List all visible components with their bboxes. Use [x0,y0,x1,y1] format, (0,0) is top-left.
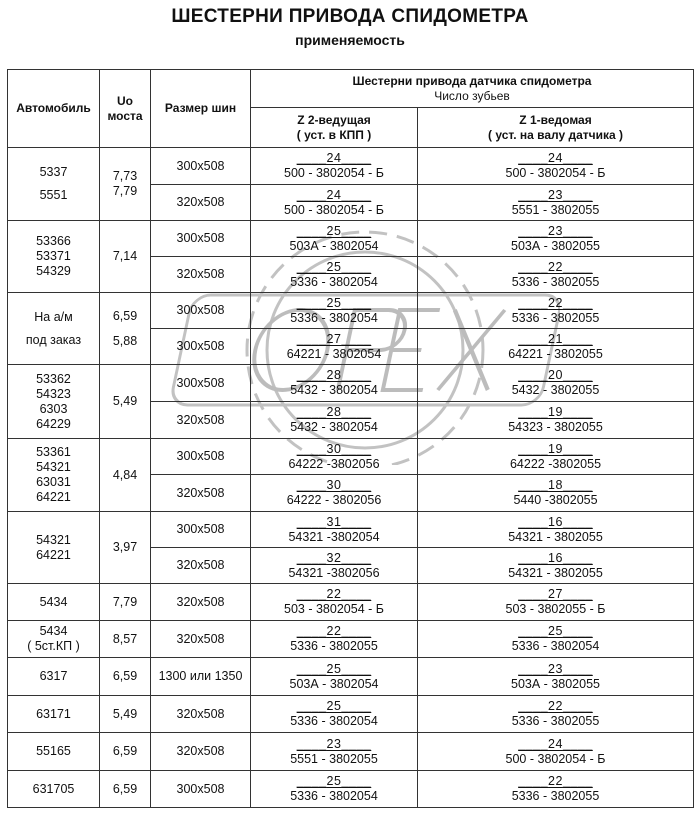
header-z1 [418,108,694,148]
cell-tire-size: 320x508 [151,257,251,293]
z2-teeth-count: ____ 24 ____ [251,188,417,203]
z2-teeth-count: ____ 30 ____ [251,442,417,457]
cell-car-models [8,733,100,771]
table-row [8,512,694,548]
cell-tire-size: 320x508 [151,475,251,512]
axle-ratio: 3,97 [112,540,138,554]
car-model: 64229 [36,416,71,431]
z1-teeth-count: ____ 23 ____ [418,188,693,203]
cell-car-models [8,365,100,439]
cell-car-models [8,512,100,584]
cell-z2-gear [251,185,418,221]
z2-teeth-count: ____ 22 ____ [251,587,417,602]
z2-teeth-count: ____ 25 ____ [251,260,417,275]
car-model: 63031 [36,475,71,489]
z1-teeth-count: ____ 16 ____ [418,515,693,530]
z1-part-number: 503А - 3802055 [511,238,600,253]
cell-z1-gear [418,365,694,402]
cell-axle-ratio [100,293,151,365]
z2-part-number: 5336 - 3802055 [290,639,378,653]
cell-z2-gear [251,329,418,365]
header-tire: Размер шин [151,70,251,148]
cell-z2-gear [251,512,418,548]
cell-z1-gear [418,584,694,621]
car-model: 54321 [36,460,71,474]
car-model: 5337 [39,165,68,179]
z1-part-number: 500 - 3802054 - Б [505,751,606,766]
cell-z1-gear [418,329,694,365]
cell-z1-gear [418,696,694,733]
z1-part-number: 5336 - 3802055 [511,789,600,803]
cell-car-models [8,658,100,696]
cell-z2-gear [251,257,418,293]
z2-teeth-count: ____ 23 ____ [251,737,417,752]
cell-car-models [8,293,100,365]
z2-part-number: 54321 -3802056 [288,565,380,580]
cell-z2-gear [251,696,418,733]
z2-part-number: 5336 - 3802054 [290,274,378,289]
z2-teeth-count: ____ 32 ____ [251,551,417,566]
cell-z1-gear [418,293,694,329]
cell-tire-size: 320x508 [151,584,251,621]
z1-part-number: 5336 - 3802055 [511,310,600,325]
car-model: 53362 [36,371,71,386]
axle-ratio: 5,49 [112,706,138,721]
cell-z1-gear [418,257,694,293]
cell-car-models [8,696,100,733]
axle-ratio: 6,59 [112,781,138,796]
cell-z2-gear [251,771,418,808]
cell-tire-size: 1300 или 1350 [151,658,251,696]
table-row [8,439,694,475]
z2-part-number: 54321 -3802054 [288,529,380,544]
cell-z1-gear [418,185,694,221]
table-row [8,771,694,808]
z2-teeth-count: ____ 27 ____ [251,332,417,347]
z2-teeth-count: ____ 25 ____ [251,774,417,789]
z1-part-number: 54321 - 3802055 [508,565,603,580]
axle-ratio: 4,84 [112,467,138,482]
cell-z1-gear [418,621,694,658]
cell-axle-ratio [100,365,151,439]
cell-z2-gear [251,658,418,696]
table-row [8,658,694,696]
cell-tire-size: 320x508 [151,185,251,221]
cell-z2-gear [251,402,418,439]
z1-teeth-count: ____ 24 ____ [418,737,693,752]
car-model: 54329 [36,264,71,278]
cell-tire-size: 320x508 [151,733,251,771]
car-model: 5434 [39,594,68,609]
z1-part-number: 54321 - 3802055 [508,529,603,544]
header-z2-line1: Z 2-ведущая [297,112,371,127]
car-model: 5434 [39,624,68,638]
cell-axle-ratio [100,512,151,584]
cell-tire-size: 300x508 [151,771,251,808]
cell-tire-size: 300x508 [151,148,251,185]
cell-tire-size: 300x508 [151,221,251,257]
cell-car-models [8,221,100,293]
axle-ratio: 7,14 [112,249,138,263]
car-model: 54321 [36,532,71,547]
table-body [8,148,694,808]
cell-axle-ratio [100,439,151,512]
cell-tire-size: 300x508 [151,293,251,329]
speedometer-gears-table [7,69,694,808]
table-row [8,696,694,733]
header-z2 [251,108,418,148]
z2-teeth-count: ____ 25 ____ [251,662,417,677]
z1-teeth-count: ____ 23 ____ [418,662,693,677]
z1-part-number: 5432 - 3802055 [511,383,600,397]
cell-z1-gear [418,402,694,439]
header-car: Автомобиль [8,70,100,148]
z1-part-number: 5336 - 3802055 [511,274,600,289]
z1-part-number: 64222 -3802055 [509,456,602,471]
cell-tire-size: 300x508 [151,329,251,365]
table-row [8,621,694,658]
z2-part-number: 503 - 3802054 - Б [284,602,384,616]
cell-z2-gear [251,365,418,402]
cell-z2-gear [251,475,418,512]
car-model: 63171 [36,706,71,721]
z2-part-number: 503А - 3802054 [289,238,379,253]
cell-z2-gear [251,733,418,771]
z1-part-number: 5336 - 3802055 [511,714,600,728]
axle-ratio: 7,73 [112,169,138,183]
car-model: ( 5ст.КП ) [27,639,80,653]
z2-teeth-count: ____ 31 ____ [251,515,417,530]
car-model: 55165 [36,744,71,758]
car-model: 6317 [39,669,68,683]
z1-teeth-count: ____ 22 ____ [418,260,693,275]
z2-part-number: 5432 - 3802054 [290,383,378,397]
z1-part-number: 503А - 3802055 [511,676,600,691]
cell-tire-size: 300x508 [151,439,251,475]
car-model: 64221 [36,547,71,562]
header-gears [251,70,694,108]
z1-teeth-count: ____ 16 ____ [418,551,693,566]
table-row [8,733,694,771]
car-model: 54323 [36,386,71,401]
cell-tire-size: 320x508 [151,402,251,439]
header-ratio-bottom: моста [107,108,143,123]
z2-teeth-count: ____ 25 ____ [251,224,417,239]
z2-teeth-count: ____ 25 ____ [251,699,417,714]
z2-teeth-count: ____ 28 ____ [251,405,417,420]
cell-axle-ratio [100,696,151,733]
cell-tire-size: 320x508 [151,548,251,584]
z1-part-number: 54323 - 3802055 [508,420,603,434]
cell-z1-gear [418,148,694,185]
cell-z1-gear [418,733,694,771]
table-row [8,148,694,185]
z2-teeth-count: ____ 25 ____ [251,296,417,311]
cell-z2-gear [251,584,418,621]
table-row [8,584,694,621]
header-z1-line1: Z 1-ведомая [519,112,592,127]
cell-z2-gear [251,293,418,329]
car-model: 53371 [36,249,71,263]
cell-z1-gear [418,439,694,475]
axle-ratio: 5,88 [112,333,138,348]
z2-part-number: 64222 -3802056 [288,456,380,471]
axle-ratio: 7,79 [112,594,138,609]
car-model: 53361 [36,445,71,459]
cell-z2-gear [251,148,418,185]
header-gears-title: Шестерни привода датчика спидометра [352,73,592,88]
page-subtitle: применяемость [295,32,405,48]
cell-z2-gear [251,221,418,257]
car-model: На а/м [34,309,73,324]
z2-part-number: 5432 - 3802054 [290,420,378,434]
header-ratio-top: Uo [117,93,133,108]
axle-ratio: 7,79 [112,184,138,198]
cell-z2-gear [251,621,418,658]
axle-ratio: 6,59 [112,669,138,683]
z2-part-number: 5551 - 3802055 [290,751,378,766]
car-model: 53366 [36,234,71,248]
table-row [8,221,694,257]
z2-teeth-count: ____ 30 ____ [251,478,417,493]
cell-z1-gear [418,658,694,696]
table-row [8,293,694,329]
z2-part-number: 64221 - 3802054 [286,346,382,361]
cell-tire-size: 320x508 [151,696,251,733]
z1-part-number: 503 - 3802055 - Б [505,602,606,616]
z2-part-number: 64222 - 3802056 [286,493,382,507]
cell-tire-size: 300x508 [151,365,251,402]
page-title: ШЕСТЕРНИ ПРИВОДА СПИДОМЕТРА [171,6,529,27]
car-model: 631705 [32,781,75,796]
axle-ratio: 8,57 [112,631,138,646]
cell-z1-gear [418,512,694,548]
z1-part-number: 64221 - 3802055 [508,346,603,361]
header-ratio [100,70,151,148]
cell-axle-ratio [100,221,151,293]
axle-ratio: 5,49 [112,394,138,408]
car-model: 5551 [39,188,68,202]
z1-teeth-count: ____ 22 ____ [418,296,693,311]
cell-car-models [8,584,100,621]
z2-teeth-count: ____ 28 ____ [251,368,417,383]
cell-axle-ratio [100,148,151,221]
z2-part-number: 500 - 3802054 - Б [284,166,384,180]
cell-car-models [8,439,100,512]
z1-teeth-count: ____ 22 ____ [418,699,693,714]
z2-part-number: 500 - 3802054 - Б [284,202,384,217]
z1-teeth-count: ____ 23 ____ [418,224,693,239]
cell-z1-gear [418,475,694,512]
cell-axle-ratio [100,621,151,658]
cell-car-models [8,771,100,808]
cell-z1-gear [418,548,694,584]
z1-teeth-count: ____ 19 ____ [418,442,693,457]
z2-teeth-count: ____ 24 ____ [251,151,417,166]
z1-teeth-count: ____ 24 ____ [418,151,693,166]
z1-teeth-count: ____ 27 ____ [418,587,693,602]
cell-car-models [8,148,100,221]
z2-part-number: 503А - 3802054 [289,676,379,691]
cell-z2-gear [251,439,418,475]
table-row [8,365,694,402]
car-model: 64221 [36,490,71,504]
axle-ratio: 6,59 [112,744,138,758]
cell-axle-ratio [100,658,151,696]
z1-teeth-count: ____ 20 ____ [418,368,693,383]
cell-car-models [8,621,100,658]
z1-teeth-count: ____ 21 ____ [418,332,693,347]
z1-part-number: 5551 - 3802055 [511,202,600,217]
z1-teeth-count: ____ 18 ____ [418,478,693,493]
z1-teeth-count: ____ 25 ____ [418,624,693,639]
header-z1-line2: ( уст. на валу датчика ) [488,127,624,142]
cell-z2-gear [251,548,418,584]
axle-ratio: 6,59 [112,308,138,323]
header-z2-line2: ( уст. в КПП ) [296,127,372,142]
car-model: 6303 [39,401,68,416]
cell-tire-size: 320x508 [151,621,251,658]
cell-tire-size: 300x508 [151,512,251,548]
z1-part-number: 5336 - 3802054 [511,639,600,653]
z2-teeth-count: ____ 22 ____ [251,624,417,639]
z2-part-number: 5336 - 3802054 [290,310,378,325]
cell-axle-ratio [100,733,151,771]
cell-z1-gear [418,221,694,257]
cell-z1-gear [418,771,694,808]
z2-part-number: 5336 - 3802054 [290,789,378,803]
cell-axle-ratio [100,771,151,808]
header-teeth: Число зубьев [434,88,510,103]
z1-teeth-count: ____ 19 ____ [418,405,693,420]
cell-axle-ratio [100,584,151,621]
z2-part-number: 5336 - 3802054 [290,714,378,728]
car-model: под заказ [25,332,82,347]
z1-teeth-count: ____ 22 ____ [418,774,693,789]
z1-part-number: 500 - 3802054 - Б [505,166,606,180]
z1-part-number: 5440 -3802055 [513,493,598,507]
